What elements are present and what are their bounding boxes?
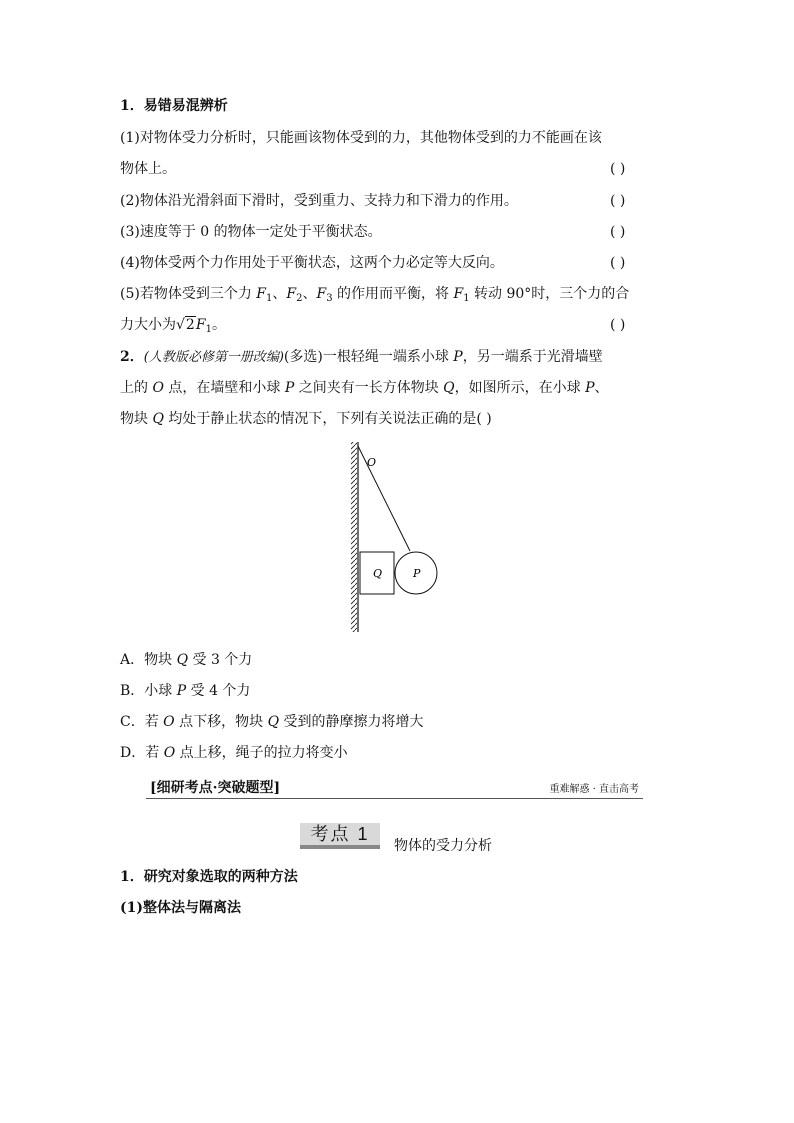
rope bbox=[358, 446, 410, 551]
item-5-text-d: 力大小为 bbox=[120, 317, 176, 333]
answer-blank-4[interactable]: ( ) bbox=[610, 255, 626, 271]
force-subscript-3: 3 bbox=[326, 293, 333, 304]
question-number: 2． bbox=[120, 349, 144, 365]
label-o: O bbox=[367, 456, 377, 469]
answer-blank-1[interactable]: ( ) bbox=[610, 161, 626, 177]
var-p: P bbox=[585, 380, 595, 396]
option-text: 受 3 个力 bbox=[188, 652, 253, 668]
force-symbol: F bbox=[195, 317, 206, 333]
var-o: O bbox=[163, 745, 176, 761]
q2-text: 上的 bbox=[120, 380, 153, 396]
item-5-end: 。 bbox=[211, 317, 226, 333]
item-3: (3)速度等于 0 的物体一定处于平衡状态。 bbox=[120, 224, 382, 240]
separator: 、 bbox=[302, 286, 317, 302]
q2-text: 均处于静止状态的情况下，下列有关说法正确的是( ) bbox=[163, 411, 492, 427]
var-p: P bbox=[453, 349, 463, 365]
separator: 、 bbox=[272, 286, 287, 302]
force-symbol: F bbox=[286, 286, 297, 302]
var-q: Q bbox=[152, 411, 164, 427]
method-heading: 1．研究对象选取的两种方法 bbox=[120, 869, 298, 885]
item-5-line-2 bbox=[120, 315, 226, 340]
kaodian-underline bbox=[300, 845, 380, 849]
q2-text: 、 bbox=[594, 380, 609, 396]
force-subscript-1: 1 bbox=[205, 324, 212, 335]
item-1-line-1: (1)对物体受力分析时，只能画该物体受到的力，其他物体受到的力不能画在该 bbox=[120, 130, 602, 146]
force-symbol: F bbox=[316, 286, 327, 302]
item-2: (2)物体沿光滑斜面下滑时，受到重力、支持力和下滑力的作用。 bbox=[120, 193, 518, 209]
option-d[interactable] bbox=[120, 743, 348, 763]
force-subscript-1: 1 bbox=[266, 293, 273, 304]
q2-text: 点，在墙壁和小球 bbox=[163, 380, 285, 396]
item-4: (4)物体受两个力作用处于平衡状态，这两个力必定等大反向。 bbox=[120, 255, 504, 271]
option-text: B．小球 bbox=[120, 683, 177, 699]
var-q: Q bbox=[443, 380, 455, 396]
item-5-text-c: 转动 90°时，三个力的合 bbox=[469, 286, 630, 302]
sqrt-sign: √ bbox=[176, 317, 185, 333]
option-text: 受到的静摩擦力将增大 bbox=[279, 714, 424, 730]
q2-text: ，另一端系于光滑墙壁 bbox=[462, 349, 603, 365]
q2-text: (多选)一根轻绳一端系小球 bbox=[283, 349, 454, 365]
option-a[interactable] bbox=[120, 650, 252, 670]
question-2-line-3 bbox=[120, 409, 492, 429]
section-heading: 1．易错易混辨析 bbox=[120, 98, 228, 114]
question-2-line-2 bbox=[120, 378, 609, 398]
q2-text: 之间夹有一长方体物块 bbox=[294, 380, 444, 396]
item-5-text-a: (5)若物体受到三个力 bbox=[120, 286, 257, 302]
item-5-text-b: 的作用而平衡，将 bbox=[332, 286, 454, 302]
wall-hatching bbox=[351, 442, 357, 632]
item-5-line-1 bbox=[120, 284, 629, 309]
option-text: C．若 bbox=[120, 714, 164, 730]
option-c[interactable] bbox=[120, 712, 424, 732]
option-text: A．物块 bbox=[120, 652, 177, 668]
answer-blank-5[interactable]: ( ) bbox=[610, 317, 626, 333]
force-symbol: F bbox=[453, 286, 464, 302]
question-source: (人教版必修第一册改编) bbox=[143, 350, 284, 365]
force-subscript-1: 1 bbox=[463, 293, 470, 304]
var-p: P bbox=[284, 380, 295, 396]
answer-blank-3[interactable]: ( ) bbox=[610, 224, 626, 240]
var-o: O bbox=[163, 714, 175, 730]
question-2-line-1 bbox=[120, 347, 603, 368]
option-text: 受 4 个力 bbox=[186, 683, 251, 699]
banner-title: [细研考点·突破题型] bbox=[150, 780, 281, 796]
kaodian-title: 物体的受力分析 bbox=[394, 838, 492, 854]
var-o: O bbox=[152, 380, 164, 396]
label-q: Q bbox=[373, 567, 383, 580]
option-text: 点下移，物块 bbox=[174, 714, 268, 730]
option-text: 点上移，绳子的拉力将变小 bbox=[175, 745, 348, 761]
section-banner bbox=[146, 776, 643, 799]
option-b[interactable] bbox=[120, 681, 250, 701]
label-p: P bbox=[413, 567, 421, 580]
wall-ball-block-figure bbox=[340, 440, 450, 635]
answer-blank-2[interactable]: ( ) bbox=[610, 193, 626, 209]
sqrt-radicand: 2 bbox=[185, 317, 195, 333]
force-symbol: F bbox=[256, 286, 266, 302]
q2-text: 物块 bbox=[120, 411, 153, 427]
force-subscript-2: 2 bbox=[296, 293, 303, 304]
banner-subtitle: 重难解惑 · 直击高考 bbox=[549, 784, 639, 795]
var-p: P bbox=[176, 683, 187, 699]
option-text: D．若 bbox=[120, 745, 164, 761]
method-subheading: (1)整体法与隔离法 bbox=[120, 900, 241, 916]
var-q: Q bbox=[176, 652, 189, 668]
item-1-line-2: 物体上。 bbox=[120, 161, 176, 177]
kaodian-badge: 考点 1 bbox=[300, 823, 380, 845]
var-q: Q bbox=[267, 714, 280, 730]
q2-text: ，如图所示，在小球 bbox=[454, 380, 586, 396]
